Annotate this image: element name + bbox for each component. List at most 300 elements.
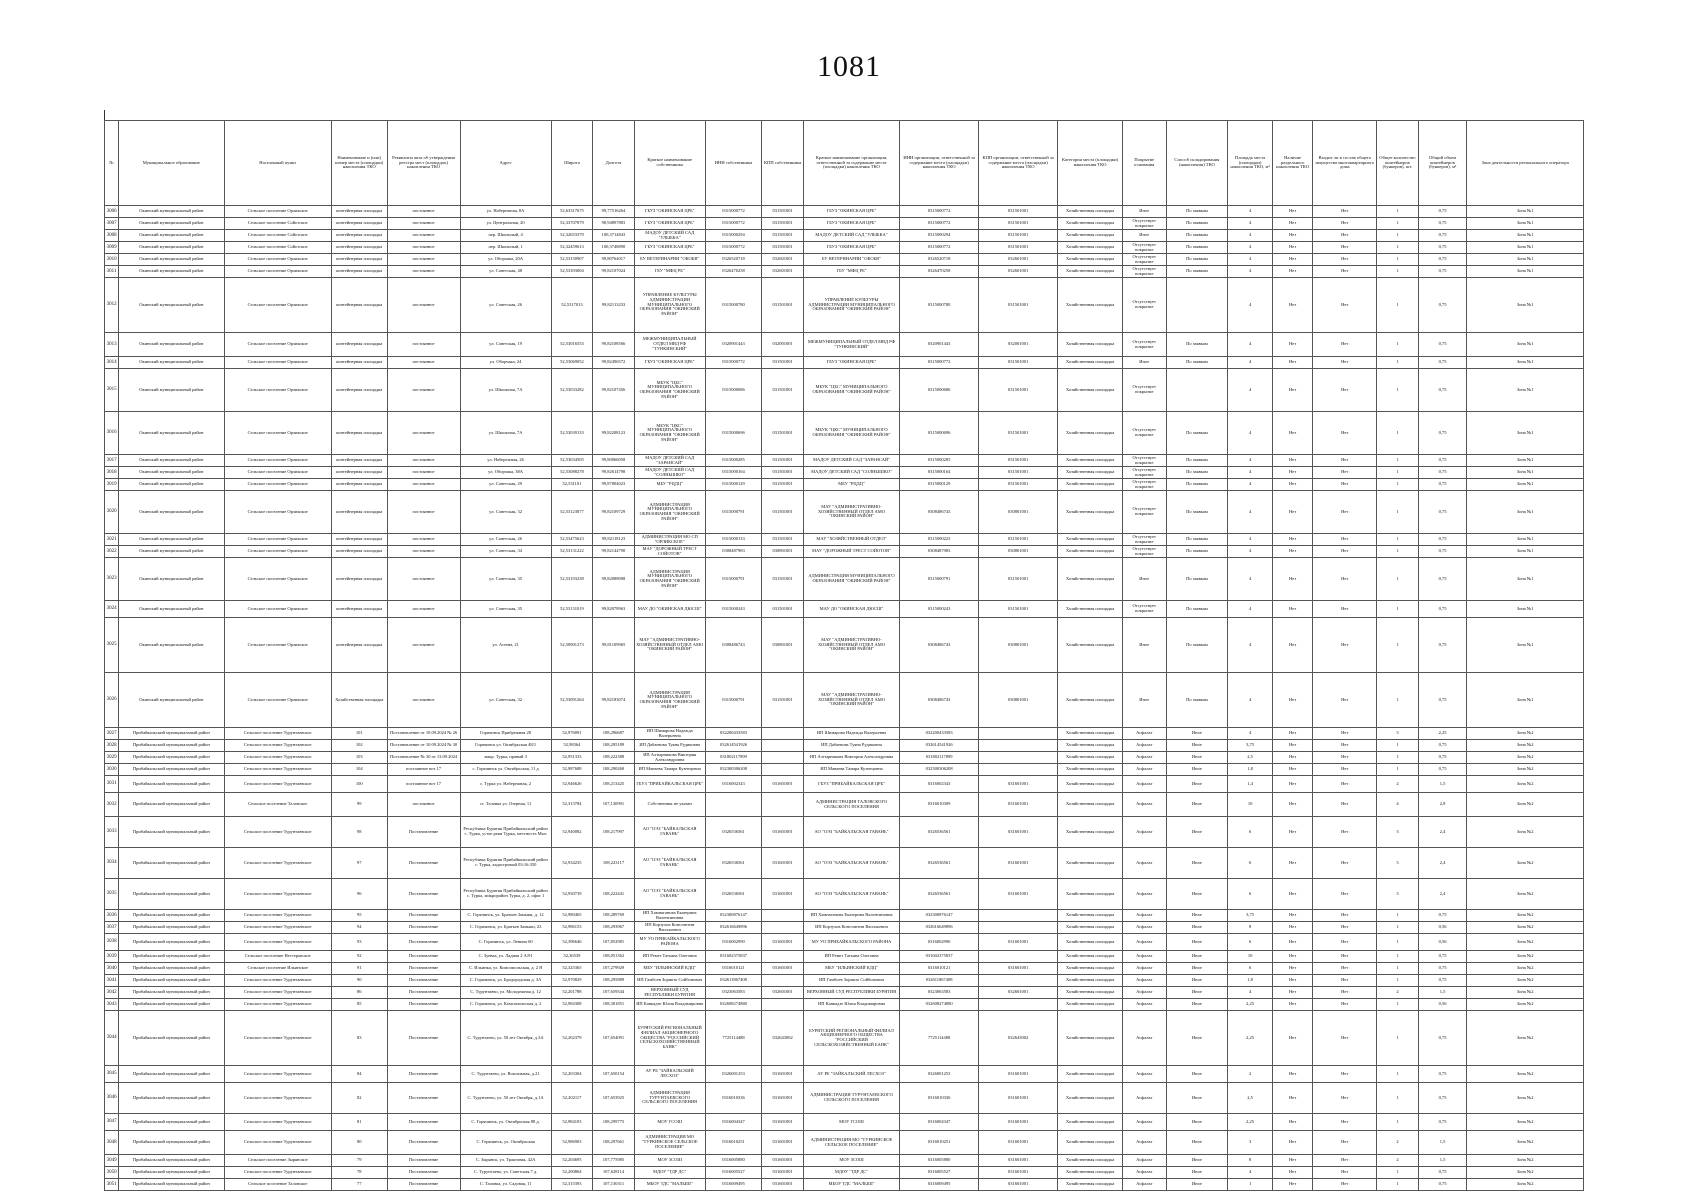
table-cell: с. Горячинск ул. Октябрьская, 11 д xyxy=(460,764,551,776)
table-cell: контейнерная площадка xyxy=(331,479,387,491)
table-cell: Иное xyxy=(1166,740,1228,752)
table-cell: Отсутствует покрытие xyxy=(1122,534,1166,546)
table-cell: Хозяйственная площадка xyxy=(1058,412,1123,455)
table-cell: Постановление xyxy=(387,975,460,987)
table-cell: Зона №2 xyxy=(1467,1114,1584,1131)
table-cell: Нет xyxy=(1272,558,1313,601)
table-cell: 031501001 xyxy=(979,534,1058,546)
column-header: Наличие раздельного накопления ТКО xyxy=(1272,121,1313,206)
table-cell: 0323063583 xyxy=(900,987,979,999)
table-cell: 032601001 xyxy=(979,254,1058,266)
table-cell: По заявкам xyxy=(1166,333,1228,357)
table-cell: Асфальт xyxy=(1122,1114,1166,1131)
table-cell: 031601001 xyxy=(979,1155,1058,1167)
table-cell: Хозяйственная площадка xyxy=(1058,793,1123,817)
table-cell: 032601001 xyxy=(979,266,1058,278)
table-cell: 0,75 xyxy=(1418,278,1467,333)
table-cell: 0315000772 xyxy=(705,206,762,218)
table-cell: 3050 xyxy=(105,1167,119,1179)
table-cell: Нет xyxy=(1313,1155,1377,1167)
table-cell: ИП Шимарова Надежда Валерьевна xyxy=(634,728,705,740)
table-cell: Прибайкальский муниципальный район xyxy=(119,740,224,752)
table-cell: 030801001 xyxy=(762,618,804,673)
table-cell: 108,293967 xyxy=(593,922,635,934)
table-cell: Зона №2 xyxy=(1467,1179,1584,1191)
table-cell xyxy=(979,951,1058,963)
table-cell: Республика Бурятия Прибайкальский район с. Турка, микрорайон Турка, д. 2, офис 1 xyxy=(460,879,551,910)
table-cell: ВЕРХОВНЫЙ СУД РЕСПУБЛИКИ БУРЯТИЯ xyxy=(634,987,705,999)
table-cell: 0316009495 xyxy=(900,1179,979,1191)
table-cell: По заявкам xyxy=(1166,618,1228,673)
table-cell: 3026 xyxy=(105,673,119,728)
table-cell: ИП Корзухов Константин Васильевич xyxy=(803,922,899,934)
table-cell: 031601001 xyxy=(762,1114,804,1131)
table-cell: Отсутствует покрытие xyxy=(1122,491,1166,534)
table-cell: ГБУЗ "ОКИНСКАЯ ЦРБ" xyxy=(634,206,705,218)
table-cell: 52,53016553 xyxy=(551,333,593,357)
table-cell: Прибайкальский муниципальный район xyxy=(119,1167,224,1179)
table-cell: 4 xyxy=(1228,558,1273,601)
table-cell: 3 xyxy=(1377,728,1419,740)
table-cell: 104 xyxy=(331,764,387,776)
table-cell: С. Таловка, ул. Садовая, 11 xyxy=(460,1179,551,1191)
table-cell: Прибайкальский муниципальный район xyxy=(119,817,224,848)
table-cell: 93 xyxy=(331,934,387,951)
table-cell: 3040 xyxy=(105,963,119,975)
table-cell: 1 xyxy=(1377,1179,1419,1191)
table-cell: 0315000791 xyxy=(705,558,762,601)
table-cell: 031601001 xyxy=(979,934,1058,951)
table-cell: ИП Дабаевова Туяна Рудиковна xyxy=(634,740,705,752)
table-cell: Нет xyxy=(1272,1083,1313,1114)
table-cell: 80 xyxy=(331,1131,387,1155)
table-cell: Постановление xyxy=(387,951,460,963)
table-cell: Зона №2 xyxy=(1467,922,1584,934)
table-cell: Сельское поселение Турунтаевское xyxy=(224,1167,331,1179)
column-header: Категория места (площадки) накопления ТКО xyxy=(1058,121,1123,206)
table-cell: 0315000772 xyxy=(900,242,979,254)
table-cell: 0326536561 xyxy=(900,879,979,910)
table-cell: Зона №1 xyxy=(1467,218,1584,230)
table-cell: 79 xyxy=(331,1155,387,1167)
table-cell: ГБУ "МФЦ РБ" xyxy=(803,266,899,278)
table-cell: Прибайкальский муниципальный район xyxy=(119,987,224,999)
table-cell: 107,279929 xyxy=(593,963,635,975)
table-cell: 0315000772 xyxy=(900,218,979,230)
table-cell: С. Турунтаево, ул. Советская 7 д. xyxy=(460,1167,551,1179)
table-row xyxy=(105,206,1584,218)
table-cell: Прибайкальский муниципальный район xyxy=(119,879,224,910)
table-cell: ВЕРХОВНЫЙ СУД РЕСПУБЛИКИ БУРЯТИЯ xyxy=(803,987,899,999)
table-cell: Хозяйственная площадка xyxy=(1058,369,1123,412)
table-cell: Нет xyxy=(1272,601,1313,618)
table-cell xyxy=(762,740,804,752)
table-cell: 52,63317675 xyxy=(551,206,593,218)
table-cell: Зона №2 xyxy=(1467,817,1584,848)
table-cell: 2,8 xyxy=(1418,793,1467,817)
table-cell: 1 xyxy=(1377,922,1419,934)
table-cell: Прибайкальский муниципальный район xyxy=(119,951,224,963)
table-cell: Нет xyxy=(1313,793,1377,817)
table-cell: С. Горячинск, ул. Бродородская д. 3А xyxy=(460,975,551,987)
table-cell: БУ ВЕТЕРИНАРИИ "ОКОБВ" xyxy=(803,254,899,266)
table-cell: МУ УО ПРИБАЙКАЛЬСКОГО РАЙОНА xyxy=(634,934,705,951)
table-cell: 77 xyxy=(331,1179,387,1191)
table-cell: 107,653925 xyxy=(593,1083,635,1114)
table-cell: МАУ "ДОРОЖНЫЙ ТРЕСТ СОЙОТОВ" xyxy=(634,546,705,558)
table-cell: Нет xyxy=(1313,266,1377,278)
table-cell: постоянное xyxy=(387,369,460,412)
table-cell: Прибайкальский муниципальный район xyxy=(119,1011,224,1066)
table-cell: 7725114488 xyxy=(900,1011,979,1066)
table-cell: 99,77516264 xyxy=(593,206,635,218)
table-cell: Нет xyxy=(1313,951,1377,963)
table-cell: 86 xyxy=(331,987,387,999)
table-cell: 82 xyxy=(331,1083,387,1114)
table-cell: 4 xyxy=(1228,412,1273,455)
table-row xyxy=(105,728,1584,740)
table-cell: Нет xyxy=(1313,922,1377,934)
table-cell: ст. Таловка ул. Озерная, 11 xyxy=(460,793,551,817)
table-cell: 0,75 xyxy=(1418,951,1467,963)
table-cell: Зона №2 xyxy=(1467,848,1584,879)
table-row xyxy=(105,975,1584,987)
table-row xyxy=(105,951,1584,963)
table-cell: ИП Алтырникова Виктория Александровна xyxy=(634,752,705,764)
table-cell: 99,80066058 xyxy=(593,455,635,467)
table-cell: контейнерная площадка xyxy=(331,266,387,278)
table-cell: 031501001 xyxy=(762,601,804,618)
table-cell: МАДОУ ДЕТСКИЙ САД "УЛЫБКА" xyxy=(803,230,899,242)
table-cell: 0,75 xyxy=(1418,963,1467,975)
table-cell: Сельское поселение Орликское xyxy=(224,618,331,673)
table-cell: Постановление xyxy=(387,963,460,975)
table-cell: 1,8 xyxy=(1228,764,1273,776)
table-cell: постоянное xyxy=(387,412,460,455)
table-cell: Хозяйственная площадка xyxy=(331,673,387,728)
table-cell: 0326536561 xyxy=(900,817,979,848)
column-header: Населенный пункт xyxy=(224,121,331,206)
table-cell: постоянное вот 17 xyxy=(387,776,460,793)
column-header: Наименование и (или) номер места (площадки) накопления ТКО xyxy=(331,121,387,206)
table-cell: 2 xyxy=(1377,987,1419,999)
table-cell: С. Турунтаево, ул. 50 лет Октября, д.1А xyxy=(460,1083,551,1114)
table-cell: Иное xyxy=(1166,1167,1228,1179)
table-cell: Иное xyxy=(1122,673,1166,728)
table-cell: МБУК "ЦБС" МУНИЦИПАЛЬНОГО ОБРАЗОВАНИЯ "ОКИНСКИЙ РАЙОН" xyxy=(803,369,899,412)
table-cell: Нет xyxy=(1272,922,1313,934)
table-cell xyxy=(762,951,804,963)
table-cell: 0315000791 xyxy=(705,491,762,534)
table-cell: ул. Оборчака, 24 xyxy=(460,357,551,369)
table-cell: 99,82107024 xyxy=(593,266,635,278)
table-cell: 0315000294 xyxy=(705,230,762,242)
table-cell: 108,051362 xyxy=(593,951,635,963)
table-cell: 0,75 xyxy=(1418,467,1467,479)
table-cell: Собственник не указан xyxy=(634,793,705,817)
table-cell: МБОУ ТДС "МАЛЫШ" xyxy=(634,1179,705,1191)
table-cell: Асфальт xyxy=(1122,1179,1166,1191)
table-cell: 1 xyxy=(1377,1083,1419,1114)
table-cell: Сельское поселение Орликское xyxy=(224,558,331,601)
table-cell: МАУ "АДМИНИСТРАТИВНО-ХОЗЯЙСТВЕННЫЙ ОТДЕЛ АМО "ОКИНСКИЙ РАЙОН" xyxy=(803,491,899,534)
table-cell: 0323063583 xyxy=(705,987,762,999)
table-cell: Нет xyxy=(1313,910,1377,922)
table-cell: АУ РБ "ЗАЙКАЛЬСКИЙ ЛЕСХОЗ" xyxy=(634,1066,705,1083)
table-cell: 0326536561 xyxy=(705,848,762,879)
table-cell: МБОУ ТДС "МАЛЫШ" xyxy=(803,1179,899,1191)
table-cell: 031601001 xyxy=(762,1167,804,1179)
table-cell: 108,223117 xyxy=(593,848,635,879)
table-cell: 4 xyxy=(1228,333,1273,357)
table-cell: 3035 xyxy=(105,879,119,910)
table-cell: контейнерная площадка xyxy=(331,491,387,534)
table-cell: Хозяйственная площадка xyxy=(1058,740,1123,752)
table-cell: 0,75 xyxy=(1418,333,1467,357)
table-cell: 1 xyxy=(1377,412,1419,455)
table-cell: Нет xyxy=(1272,412,1313,455)
table-cell: ул. Советская, 32 xyxy=(460,673,551,728)
table-cell: По заявкам xyxy=(1166,479,1228,491)
table-cell: Нет xyxy=(1272,879,1313,910)
table-cell: Сельское поселение Орликское xyxy=(224,534,331,546)
table-cell: Нет xyxy=(1313,206,1377,218)
table-cell: Иное xyxy=(1166,999,1228,1011)
table-cell: 032200433583 xyxy=(900,728,979,740)
table-row xyxy=(105,412,1584,455)
column-header: Способ складирования (накопления) ТКО xyxy=(1166,121,1228,206)
table-cell: 0315000285 xyxy=(705,455,762,467)
table-cell: По заявкам xyxy=(1166,601,1228,618)
table-cell: Постановление xyxy=(387,1114,460,1131)
table-cell: Нет xyxy=(1313,242,1377,254)
table-cell: Нет xyxy=(1313,278,1377,333)
table-cell: 3 xyxy=(1228,1131,1273,1155)
table-cell: Прибайкальский муниципальный район xyxy=(119,752,224,764)
table-cell: 0326536561 xyxy=(705,817,762,848)
table-cell: Хозяйственная площадка xyxy=(1058,1155,1123,1167)
table-cell: 0,75 xyxy=(1418,218,1467,230)
table-cell: Зона №2 xyxy=(1467,740,1584,752)
table-cell: Прибайкальский муниципальный район xyxy=(119,764,224,776)
table-cell: 031601001 xyxy=(762,1179,804,1191)
table-cell: Нет xyxy=(1313,879,1377,910)
table-cell: 031802117899 xyxy=(900,752,979,764)
table-cell: 4 xyxy=(1228,369,1273,412)
table-cell: ИП Канкадзе Юлия Владимировна xyxy=(803,999,899,1011)
table-cell: Прибайкальский муниципальный район xyxy=(119,776,224,793)
table-cell: 032300306208 xyxy=(705,764,762,776)
table-row xyxy=(105,922,1584,934)
table-cell: Хозяйственная площадка xyxy=(1058,975,1123,987)
table-cell: 52,203304 xyxy=(551,1066,593,1083)
table-cell: 3027 xyxy=(105,728,119,740)
table-cell: 52,53034505 xyxy=(551,455,593,467)
table-cell: 031501001 xyxy=(762,230,804,242)
table-cell: Иное xyxy=(1166,752,1228,764)
table-cell: Хозяйственная площадка xyxy=(1058,1083,1123,1114)
table-cell: 031501001 xyxy=(979,218,1058,230)
table-cell: 4 xyxy=(1228,218,1273,230)
table-cell: Иное xyxy=(1166,728,1228,740)
table-cell: Хозяйственная площадка xyxy=(1058,922,1123,934)
table-cell: 98 xyxy=(331,817,387,848)
table-cell: 0326001253 xyxy=(900,1066,979,1083)
table-cell: Окинский муниципальный район xyxy=(119,558,224,601)
table-cell xyxy=(762,975,804,987)
page-number: 1081 xyxy=(817,50,881,83)
table-cell: БУ ВЕТЕРИНАРИИ "ОКОБВ" xyxy=(634,254,705,266)
table-cell: Постановление xyxy=(387,1167,460,1179)
table-cell: АДМИНИСТРАЦИЯ МУНИЦИПАЛЬНОГО ОБРАЗОВАНИЯ "ОКИНСКИЙ РАЙОН" xyxy=(634,491,705,534)
table-cell: 3033 xyxy=(105,817,119,848)
table-cell: 83 xyxy=(331,1011,387,1066)
table-cell: Сельское поселение Орликское xyxy=(224,369,331,412)
table-cell: По заявкам xyxy=(1166,673,1228,728)
table-cell: Зона №2 xyxy=(1467,1155,1584,1167)
table-cell: 3028 xyxy=(105,740,119,752)
table-cell: контейнерная площадка xyxy=(331,534,387,546)
table-cell: контейнерная площадка xyxy=(331,467,387,479)
table-cell: Иное xyxy=(1122,206,1166,218)
table-cell: Нет xyxy=(1272,242,1313,254)
table-cell: Нет xyxy=(1313,534,1377,546)
table-cell: Постановление xyxy=(387,934,460,951)
table-cell: Асфальт xyxy=(1122,728,1166,740)
table-cell: 3018 xyxy=(105,467,119,479)
table-cell: 52,33707879 xyxy=(551,218,593,230)
table-cell: Нет xyxy=(1272,934,1313,951)
table-row xyxy=(105,278,1584,333)
table-cell: 0326470258 xyxy=(705,266,762,278)
table-cell: Асфальт xyxy=(1122,934,1166,951)
table-cell: 031601001 xyxy=(762,776,804,793)
table-cell: 6 xyxy=(1228,934,1273,951)
table-row xyxy=(105,1179,1584,1191)
table-cell: Асфальт xyxy=(1122,910,1166,922)
table-cell: 0,75 xyxy=(1418,206,1467,218)
table-cell: Асфальт xyxy=(1122,922,1166,934)
table-cell: Асфальт xyxy=(1122,951,1166,963)
table-cell: Постановление xyxy=(387,817,460,848)
table-cell: Нет xyxy=(1313,558,1377,601)
table-cell: 4 xyxy=(1228,254,1273,266)
table-cell: 2 xyxy=(1377,1155,1419,1167)
table-cell: Хозяйственная площадка xyxy=(1058,1167,1123,1179)
table-cell: 2,4 xyxy=(1418,817,1467,848)
table-cell: контейнерная площадка xyxy=(331,278,387,333)
table-cell: ИП Канкадзе Юлия Владимировна xyxy=(634,999,705,1011)
table-cell: МОУ ГСОШ xyxy=(634,1114,705,1131)
table-cell: 85 xyxy=(331,999,387,1011)
table-cell xyxy=(979,975,1058,987)
table-cell: Асфальт xyxy=(1122,879,1166,910)
table-cell: Асфальт xyxy=(1122,1011,1166,1066)
table-row xyxy=(105,999,1584,1011)
table-cell: 0,75 xyxy=(1418,1179,1467,1191)
table-cell: С. Горячинск, ул. Октябрьская 88 д. xyxy=(460,1114,551,1131)
table-cell: 0308486743 xyxy=(900,618,979,673)
table-cell: контейнерная площадка xyxy=(331,601,387,618)
table-cell: постоянное xyxy=(387,254,460,266)
table-cell: Зона №1 xyxy=(1467,491,1584,534)
table-cell: 031501001 xyxy=(762,455,804,467)
table-cell: 4 xyxy=(1228,266,1273,278)
table-cell: Хозяйственная площадка xyxy=(1058,206,1123,218)
column-header: Входит ли в состав общего имущества многоквартирного дома xyxy=(1313,121,1377,206)
table-cell: Постановление xyxy=(387,848,460,879)
table-row xyxy=(105,1131,1584,1155)
table-cell: Отсутствует покрытие xyxy=(1122,601,1166,618)
table-row xyxy=(105,752,1584,764)
table-cell: МАДОУ ДЕТСКИЙ САД "СОЛНЫШКО" xyxy=(803,467,899,479)
table-cell: 031601001 xyxy=(762,1155,804,1167)
table-cell: 52,5317013 xyxy=(551,278,593,333)
table-cell: 031501001 xyxy=(979,455,1058,467)
table-cell: МАУ "АДМИНИСТРАТИВНО-ХОЗЯЙСТВЕННЫЙ ОТДЕЛ АМО "ОКИНСКИЙ РАЙОН" xyxy=(803,673,899,728)
table-cell: 107,852981 xyxy=(593,934,635,951)
table-cell: Нет xyxy=(1272,987,1313,999)
table-cell: 0316010251 xyxy=(705,1131,762,1155)
table-cell: Отсутствует покрытие xyxy=(1122,412,1166,455)
table-cell: По заявкам xyxy=(1166,467,1228,479)
table-cell: 031501001 xyxy=(979,558,1058,601)
table-cell xyxy=(979,910,1058,922)
table-cell: Окинский муниципальный район xyxy=(119,357,224,369)
table-cell: 10 xyxy=(1228,793,1273,817)
table-row xyxy=(105,467,1584,479)
table-cell: Зона №2 xyxy=(1467,1011,1584,1066)
table-header xyxy=(105,121,1584,206)
table-cell: 52,36539 xyxy=(551,951,593,963)
table-cell: 0308487983 xyxy=(900,546,979,558)
table-row xyxy=(105,230,1584,242)
table-cell: 031501001 xyxy=(979,467,1058,479)
table-cell: Иное xyxy=(1166,764,1228,776)
table-cell: 031601001 xyxy=(979,1083,1058,1114)
table-cell: 032200433583 xyxy=(705,728,762,740)
table-cell: МОУ ЗСОШ xyxy=(634,1155,705,1167)
table-cell: Нет xyxy=(1272,793,1313,817)
table-cell: 6 xyxy=(1228,817,1273,848)
table-cell: Постановление xyxy=(387,987,460,999)
table-cell: 4 xyxy=(1228,491,1273,534)
table-cell: 0316004347 xyxy=(900,1114,979,1131)
table-cell: 3,75 xyxy=(1228,910,1273,922)
table-cell: 2,5 xyxy=(1228,752,1273,764)
table-cell: 3023 xyxy=(105,558,119,601)
table-cell: АДМИНИСТРАЦИЯ МО СП "ОРЛИКСКОЕ" xyxy=(634,534,705,546)
table-cell: АУ РБ "ЗАЙКАЛЬСКИЙ ЛЕСХОЗ" xyxy=(803,1066,899,1083)
table-cell: 032300306208 xyxy=(900,764,979,776)
table-cell: 1,4 xyxy=(1228,776,1273,793)
table-cell: 52,53069052 xyxy=(551,357,593,369)
table-cell: 1,5 xyxy=(1418,1155,1467,1167)
table-cell: МОУ ГСОШ xyxy=(803,1114,899,1131)
table-cell: Нет xyxy=(1272,910,1313,922)
table-cell: 0315000129 xyxy=(900,479,979,491)
table-cell: Зона №1 xyxy=(1467,534,1584,546)
table-cell: Сельское поселение Таловское xyxy=(224,793,331,817)
table-cell: 92 xyxy=(331,951,387,963)
table-cell: 031602375837 xyxy=(900,951,979,963)
table-cell: 3015 xyxy=(105,369,119,412)
table-cell: 2,25 xyxy=(1228,1114,1273,1131)
table-cell: Зона №2 xyxy=(1467,776,1584,793)
table-cell: 1 xyxy=(1377,333,1419,357)
table-cell: Нет xyxy=(1313,975,1377,987)
table-cell: 0316004347 xyxy=(705,1114,762,1131)
